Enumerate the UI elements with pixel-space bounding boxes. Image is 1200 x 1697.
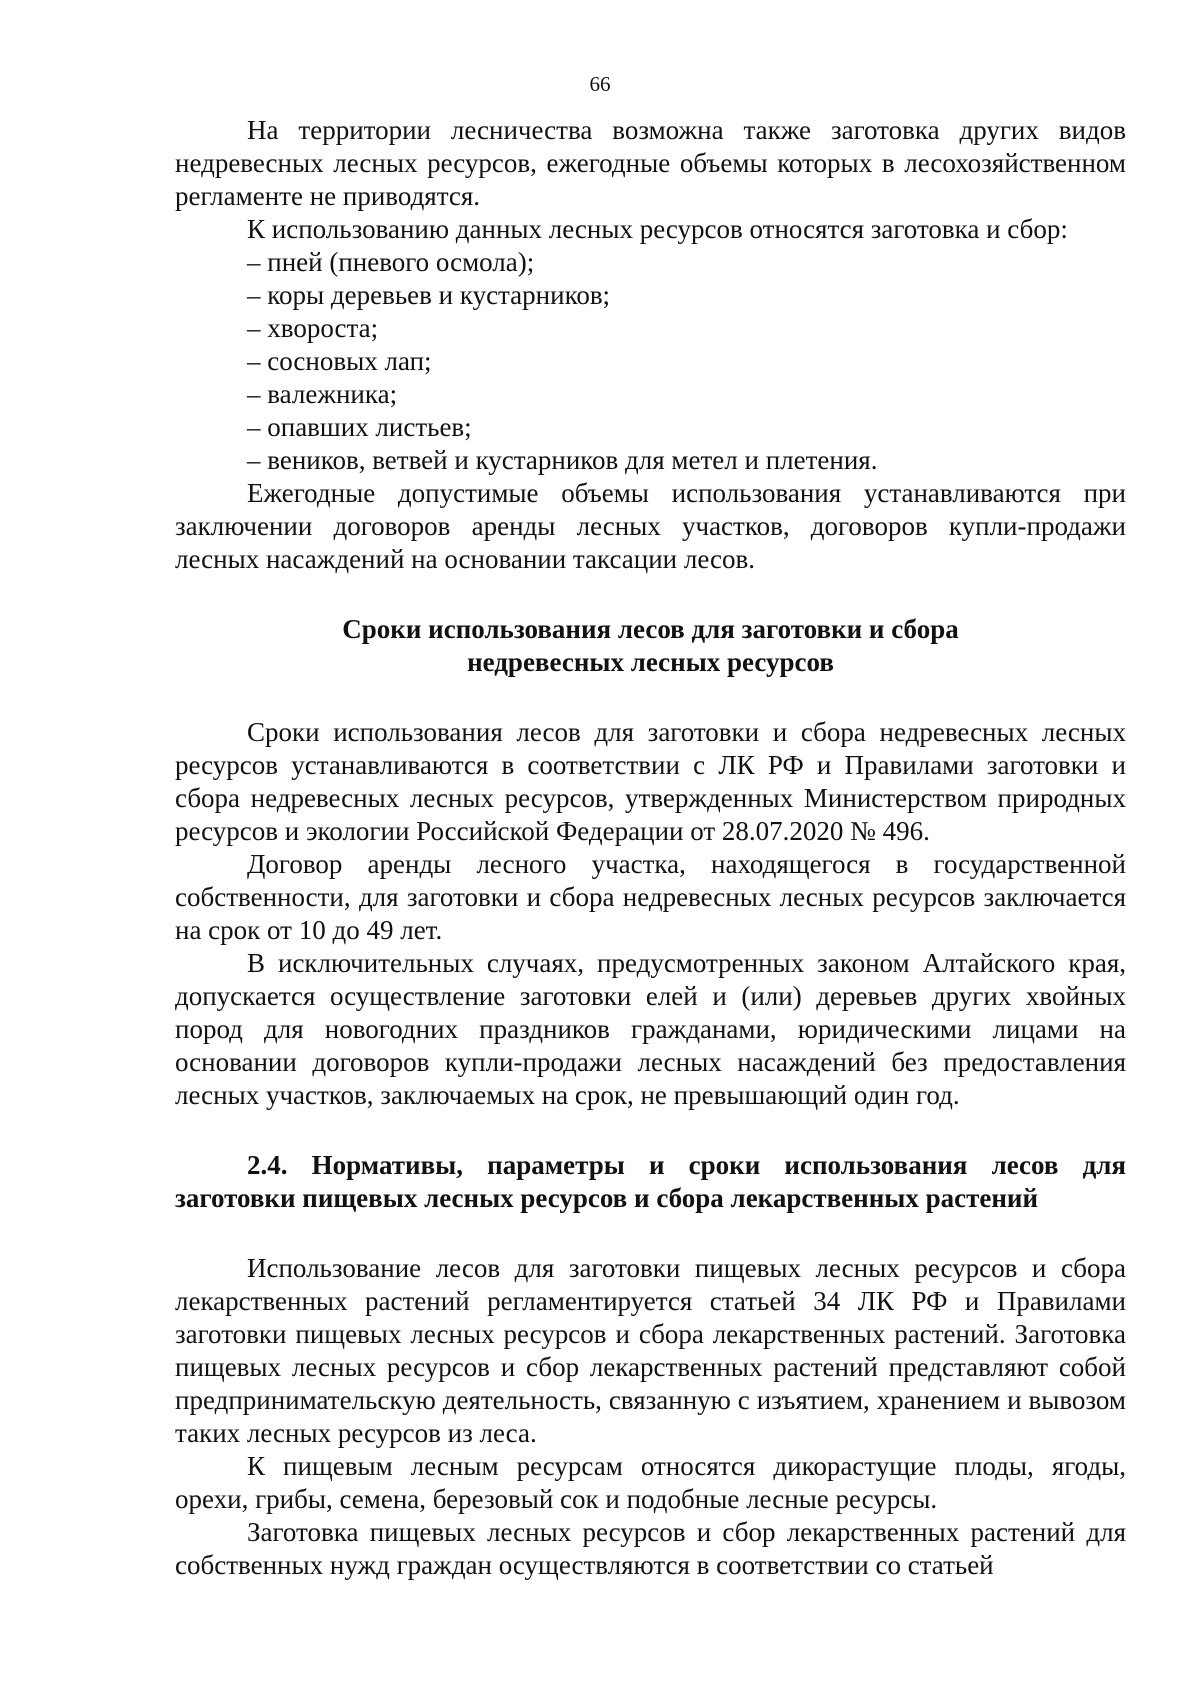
list-item: – валежника;	[247, 379, 398, 409]
list-item: – сосновых лап;	[247, 346, 432, 376]
list-item: – пней (пневого осмола);	[247, 247, 535, 277]
spacer	[175, 1215, 1126, 1252]
paragraph: К использованию данных лесных ресурсов относятся заготовка и сбор:	[247, 214, 1068, 244]
paragraph: Заготовка пищевых лесных ресурсов и сбор лекарственных растений для собственных нужд граждан осуществляются в соответствии со статьей	[175, 1517, 1126, 1580]
paragraph: К пищевым лесным ресурсам относятся дикорастущие плоды, ягоды, орехи, грибы, семена, березовый сок и подобные лесные ресурсы.	[175, 1451, 1126, 1514]
list-item: – хвороста;	[247, 313, 379, 343]
paragraph: На территории лесничества возможна также заготовка других видов недревесных лесных ресурсов, ежегодные объемы которых в лесохозяйственном регламенте не приводятся.	[175, 115, 1126, 211]
resource-list	[175, 246, 1126, 477]
paragraph: В исключительных случаях, предусмотренных законом Алтайского края, допускается осуществление заготовки елей и (или) деревьев других хвойных пород для новогодних праздников гражданами, юридическими лицами на основании договоров купли-продажи лесных насаждений без предоставления лесных участков, заключаемых на срок, не превышающий один год.	[175, 948, 1126, 1110]
list-item: – опавших листьев;	[247, 412, 472, 442]
spacer	[175, 576, 1126, 613]
list-item: – коры деревьев и кустарников;	[247, 280, 611, 310]
page-number: 66	[589, 72, 611, 96]
section-heading-numbered: 2.4. Нормативы, параметры и сроки использования лесов для заготовки пищевых лесных ресурсов и сбора лекарственных растений	[175, 1150, 1126, 1213]
paragraph: Договор аренды лесного участка, находящегося в государственной собственности, для заготовки и сбора недревесных лесных ресурсов заключается на срок от 10 до 49 лет.	[175, 849, 1126, 945]
list-item: – веников, ветвей и кустарников для метел и плетения.	[247, 445, 878, 475]
heading-line: недревесных лесных ресурсов	[467, 647, 834, 677]
paragraph: Сроки использования лесов для заготовки и сбора недревесных лесных ресурсов устанавливаются в соответствии с ЛК РФ и Правилами заготовки и сбора недревесных лесных ресурсов, утвержденных Министерством природных ресурсов и экологии Российской Федерации от 28.07.2020 № 496.	[175, 717, 1126, 846]
heading-line: Сроки использования лесов для заготовки и сбора	[342, 614, 959, 644]
section-heading	[175, 613, 1126, 679]
spacer	[175, 679, 1126, 716]
page-body	[175, 114, 1126, 1582]
paragraph: Использование лесов для заготовки пищевых лесных ресурсов и сбора лекарственных растений регламентируется статьей 34 ЛК РФ и Правилами заготовки пищевых лесных ресурсов и сбора лекарственных растений. Заготовка пищевых лесных ресурсов и сбор лекарственных растений представляют собой предпринимательскую деятельность, связанную с изъятием, хранением и вывозом таких лесных ресурсов из леса.	[175, 1253, 1126, 1448]
spacer	[175, 1112, 1126, 1149]
paragraph: Ежегодные допустимые объемы использования устанавливаются при заключении договоров аренды лесных участков, договоров купли-продажи лесных насаждений на основании таксации лесов.	[175, 478, 1126, 574]
